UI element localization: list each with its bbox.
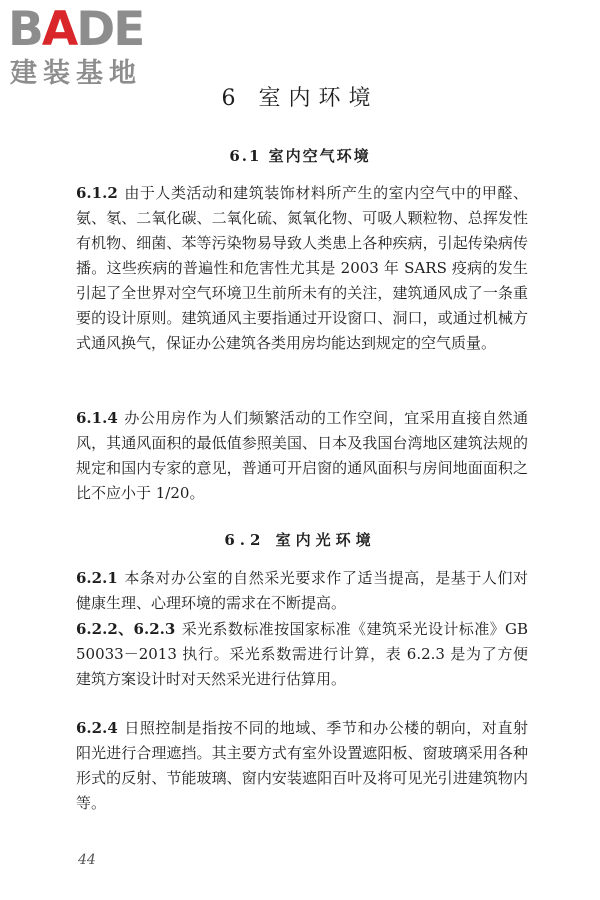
- clause-number: 6.1.4: [76, 409, 118, 427]
- clause-text: 由于人类活动和建筑装饰材料所产生的室内空气中的甲醛、氨、氡、二氧化碳、二氧化硫、氮氧化物、可吸人颗粒物、总挥发性有机物、细菌、苯等污染物易导致人类患上各种疾病，引起传染病传播。这些疾病的普遍性和危害性尤其是 2003 年 SARS 疫病的发生引起了全世界对空气环境卫生前所未有的关注，建筑通风成了一条重要的设计原则。建筑通风主要指通过开设窗口、洞口，或通过机械方式通风换气，保证办公建筑各类用房均能达到规定的空气质量。: [76, 184, 528, 352]
- clause-6-2-1: [76, 566, 528, 616]
- clause-text: 日照控制是指按不同的地域、季节和办公楼的朝向，对直射阳光进行合理遮挡。其主要方式有室外设置遮阳板、窗玻璃采用各种形式的反射、节能玻璃、窗内安装遮阳百叶及将可见光引进建筑物内等。: [76, 719, 528, 812]
- logo-tagline: 建装基地: [10, 58, 142, 89]
- page-number: 44: [78, 852, 96, 868]
- brand-logo: [8, 4, 183, 94]
- clause-6-1-2: [76, 181, 528, 356]
- clause-6-2-4: [76, 716, 528, 816]
- clause-number: 6.2.2、6.2.3: [76, 620, 176, 638]
- clause-number: 6.2.1: [76, 569, 118, 587]
- logo-letter-a-accent: A: [41, 2, 77, 57]
- clause-text: 采光系数标准按国家标准《建筑采光设计标准》GB 50033－2013 执行。采光系数需进行计算，表 6.2.3 是为了方便建筑方案设计时对天然采光进行估算用。: [76, 620, 528, 688]
- clause-text: 办公用房作为人们频繁活动的工作空间，宜采用直接自然通风，其通风面积的最低值参照美国、日本及我国台湾地区建筑法规的规定和国内专家的意见，普通可开启窗的通风面积与房间地面面积之比不应小于 1/20。: [76, 409, 528, 502]
- section-title-6-1: 6.1 室内空气环境: [229, 147, 371, 165]
- clause-number: 6.1.2: [76, 184, 118, 202]
- logo-letters-de: DE: [76, 2, 144, 57]
- clause-text: 本条对办公室的自然采光要求作了适当提高，是基于人们对健康生理、心理环境的需求在不断提高。: [76, 569, 528, 612]
- chapter-title: 6 室内环境: [221, 86, 379, 111]
- logo-letter-b: B: [8, 2, 42, 57]
- clause-6-1-4: [76, 406, 528, 506]
- section-title-6-2: 6.2 室内光环境: [224, 531, 376, 549]
- clause-number: 6.2.4: [76, 719, 118, 737]
- clause-6-2-2-6-2-3: [76, 617, 528, 692]
- logo-wordmark: [8, 4, 143, 56]
